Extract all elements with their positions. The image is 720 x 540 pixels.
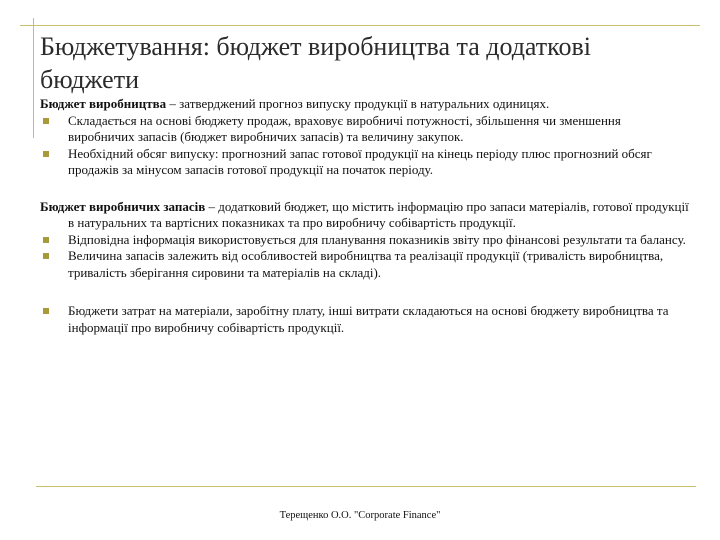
footer-credit: Терещенко О.О. "Corporate Finance" — [279, 510, 441, 521]
bullet-icon — [43, 237, 49, 243]
production-budget-definition — [40, 96, 690, 113]
left-rule — [33, 18, 34, 138]
inventory-budget-definition — [40, 199, 690, 232]
list-item — [40, 248, 690, 281]
inventory-budget-text: – додатковий бюджет, що містить інформацію про запаси матеріалів, готової продукції в натуральних та вартісних показниках та про виробничу собівартість продукції. — [68, 198, 689, 230]
bullet-icon — [43, 118, 49, 124]
list-item-text: Складається на основі бюджету продаж, враховує виробничі потужності, збільшення чи зменшення виробничих запасів (бюджет виробничих запасів) та величину закупок. — [68, 112, 621, 144]
slide-title: Бюджетування: бюджет виробництва та додаткові бюджети — [40, 32, 591, 94]
bullet-icon — [43, 151, 49, 157]
list-item — [40, 146, 690, 179]
list-item-text: Відповідна інформація використовується для планування показників звіту про фінансові результати та балансу. — [68, 231, 686, 247]
list-item — [40, 113, 690, 146]
slide-content — [40, 96, 690, 336]
bottom-rule — [36, 486, 696, 487]
production-budget-text: – затверджений прогноз випуску продукції в натуральних одиницях. — [166, 96, 550, 111]
list-item-text: Величина запасів залежить від особливостей виробництва та реалізації продукції (тривалість виробництва, тривалість зберігання сировини та матеріалів на складі). — [68, 248, 664, 280]
production-budget-term: Бюджет виробництва — [40, 96, 167, 111]
inventory-budget-term: Бюджет виробничих запасів — [40, 198, 206, 214]
top-rule — [20, 25, 700, 26]
bullet-icon — [43, 308, 49, 314]
list-item — [40, 303, 690, 336]
bullet-icon — [43, 253, 49, 259]
list-item — [40, 232, 690, 249]
list-item-text: Бюджети затрат на матеріали, заробітну плату, інші витрати складаються на основі бюджету виробництва та інформації про виробничу собівартість продукції. — [68, 303, 669, 335]
list-item-text: Необхідний обсяг випуску: прогнозний запас готової продукції на кінець періоду плюс прогнозний обсяг продажів за мінусом запасів готової продукції на початок періоду. — [68, 145, 652, 177]
